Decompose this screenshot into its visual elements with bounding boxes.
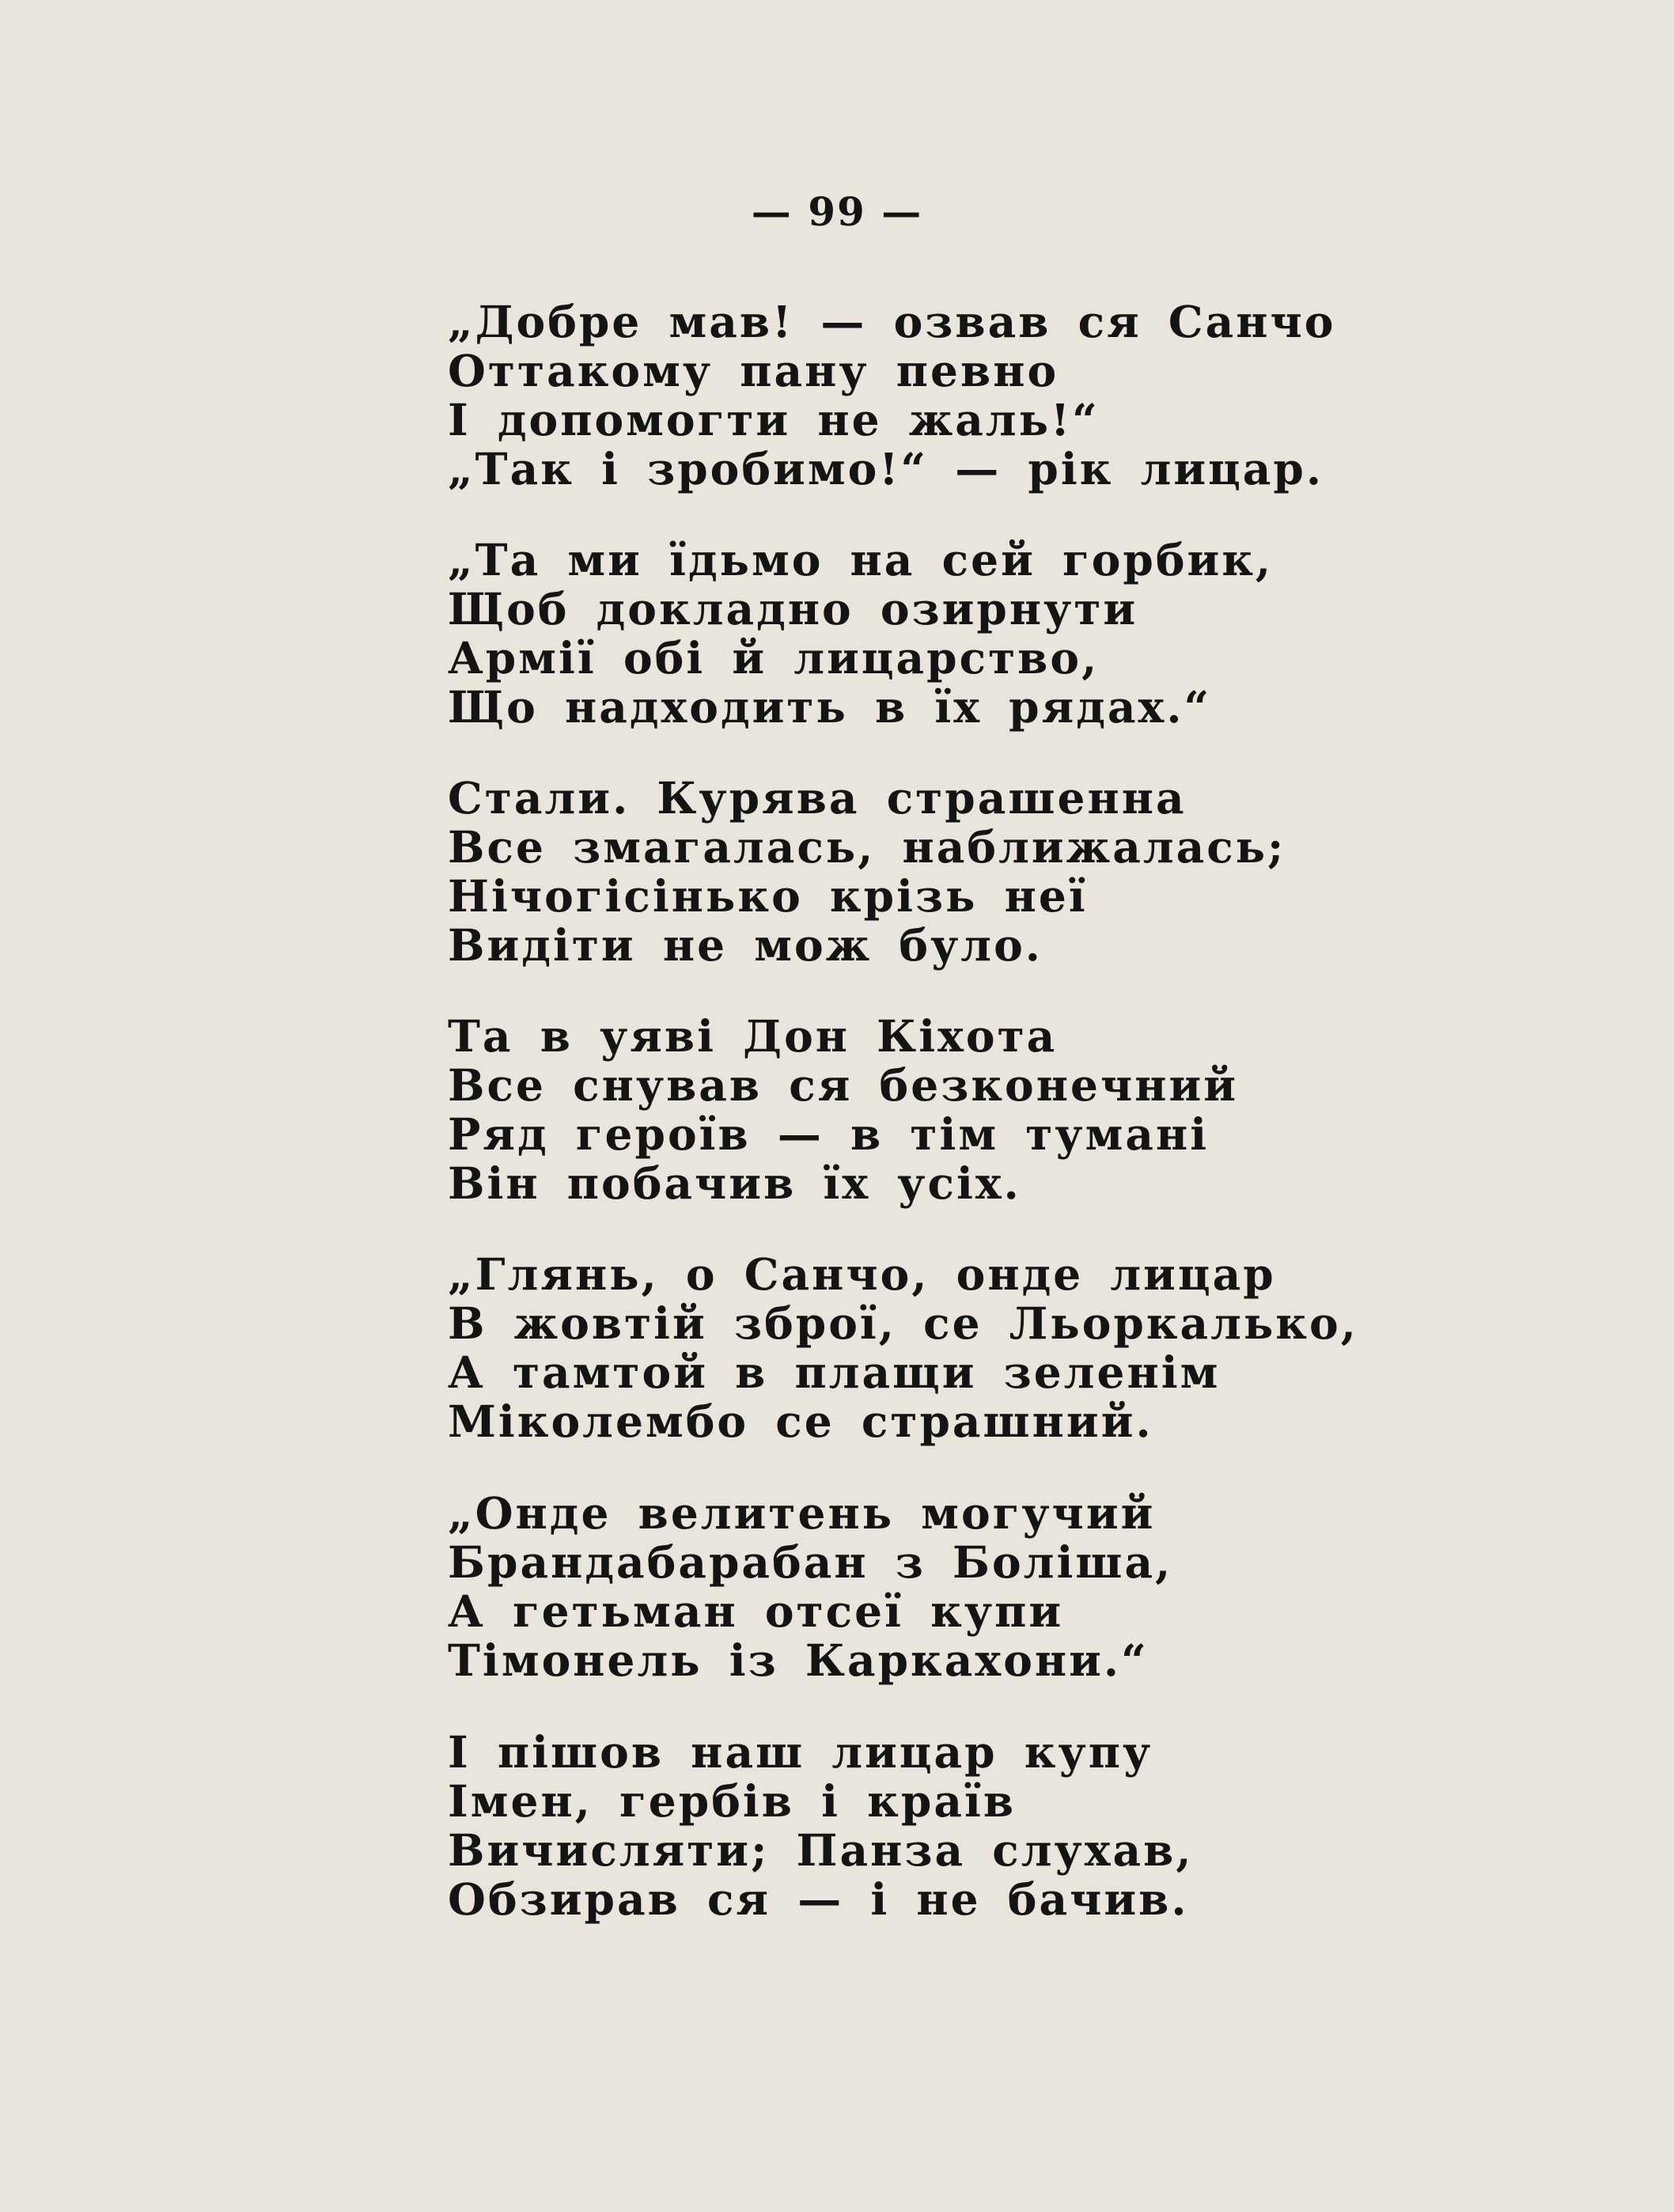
poem-line: Та в уяві Дон Кіхота (448, 1010, 1058, 1062)
stanza-7 (448, 1728, 1194, 1924)
poem-line: І допомогти не жаль!“ (448, 394, 1100, 445)
poem-line: Все змагалась, наближалась; (448, 821, 1286, 873)
stanza-4 (448, 1012, 1238, 1208)
poem-line: Обзирав ся — і не бачив. (448, 1873, 1189, 1925)
poem (448, 0, 1397, 2212)
poem-line: Щоб докладно озирнути (448, 583, 1138, 634)
poem-line: Видіти не мож було. (448, 919, 1043, 971)
poem-line: „Онде велитень могучий (448, 1487, 1156, 1539)
stanza-6 (448, 1489, 1172, 1685)
poem-line: „Добре мав! — озвав ся Санчо (448, 296, 1336, 347)
poem-line: А тамтой в плащи зеленім (448, 1347, 1221, 1398)
poem-line: Стали. Курява страшенна (448, 772, 1187, 824)
poem-line: Імен, гербів і країв (448, 1775, 1017, 1827)
poem-line: „Так і зробимо!“ — рік лицар. (448, 443, 1324, 494)
page-number: — 99 — (751, 188, 923, 235)
poem-line: Брандабарабан з Боліша, (448, 1536, 1173, 1588)
poem-line: „Глянь, о Санчо, онде лицар (448, 1248, 1276, 1300)
poem-line: Ряд героїв — в тім тумані (448, 1108, 1210, 1160)
poem-line: Вичисляти; Панза слухав, (448, 1824, 1194, 1876)
stanza-1 (448, 297, 1335, 494)
poem-line: Що надходить в їх рядах.“ (448, 681, 1212, 733)
poem-line: „Та ми їдьмо на сей горбик, (448, 534, 1274, 585)
poem-line: Він побачив їх усіх. (448, 1157, 1021, 1209)
poem-line: Все снував ся безконечний (448, 1059, 1239, 1111)
poem-line: Тімонель із Каркахони.“ (448, 1634, 1149, 1686)
poem-line: І пішов наш лицар купу (448, 1726, 1153, 1778)
stanza-2 (448, 536, 1273, 732)
poem-line: Нічогісінько крізь неї (448, 870, 1088, 922)
stanza-5 (448, 1250, 1358, 1446)
poem-line: В жовтій зброї, се Льоркалько, (448, 1297, 1358, 1349)
stanza-3 (448, 774, 1286, 970)
poem-line: Міколембо се страшний. (448, 1396, 1153, 1447)
poem-line: Оттакому пану певно (448, 345, 1059, 396)
poem-line: Армії обі й лицарство, (448, 632, 1100, 684)
poem-line: А гетьман отсеї купи (448, 1585, 1064, 1637)
